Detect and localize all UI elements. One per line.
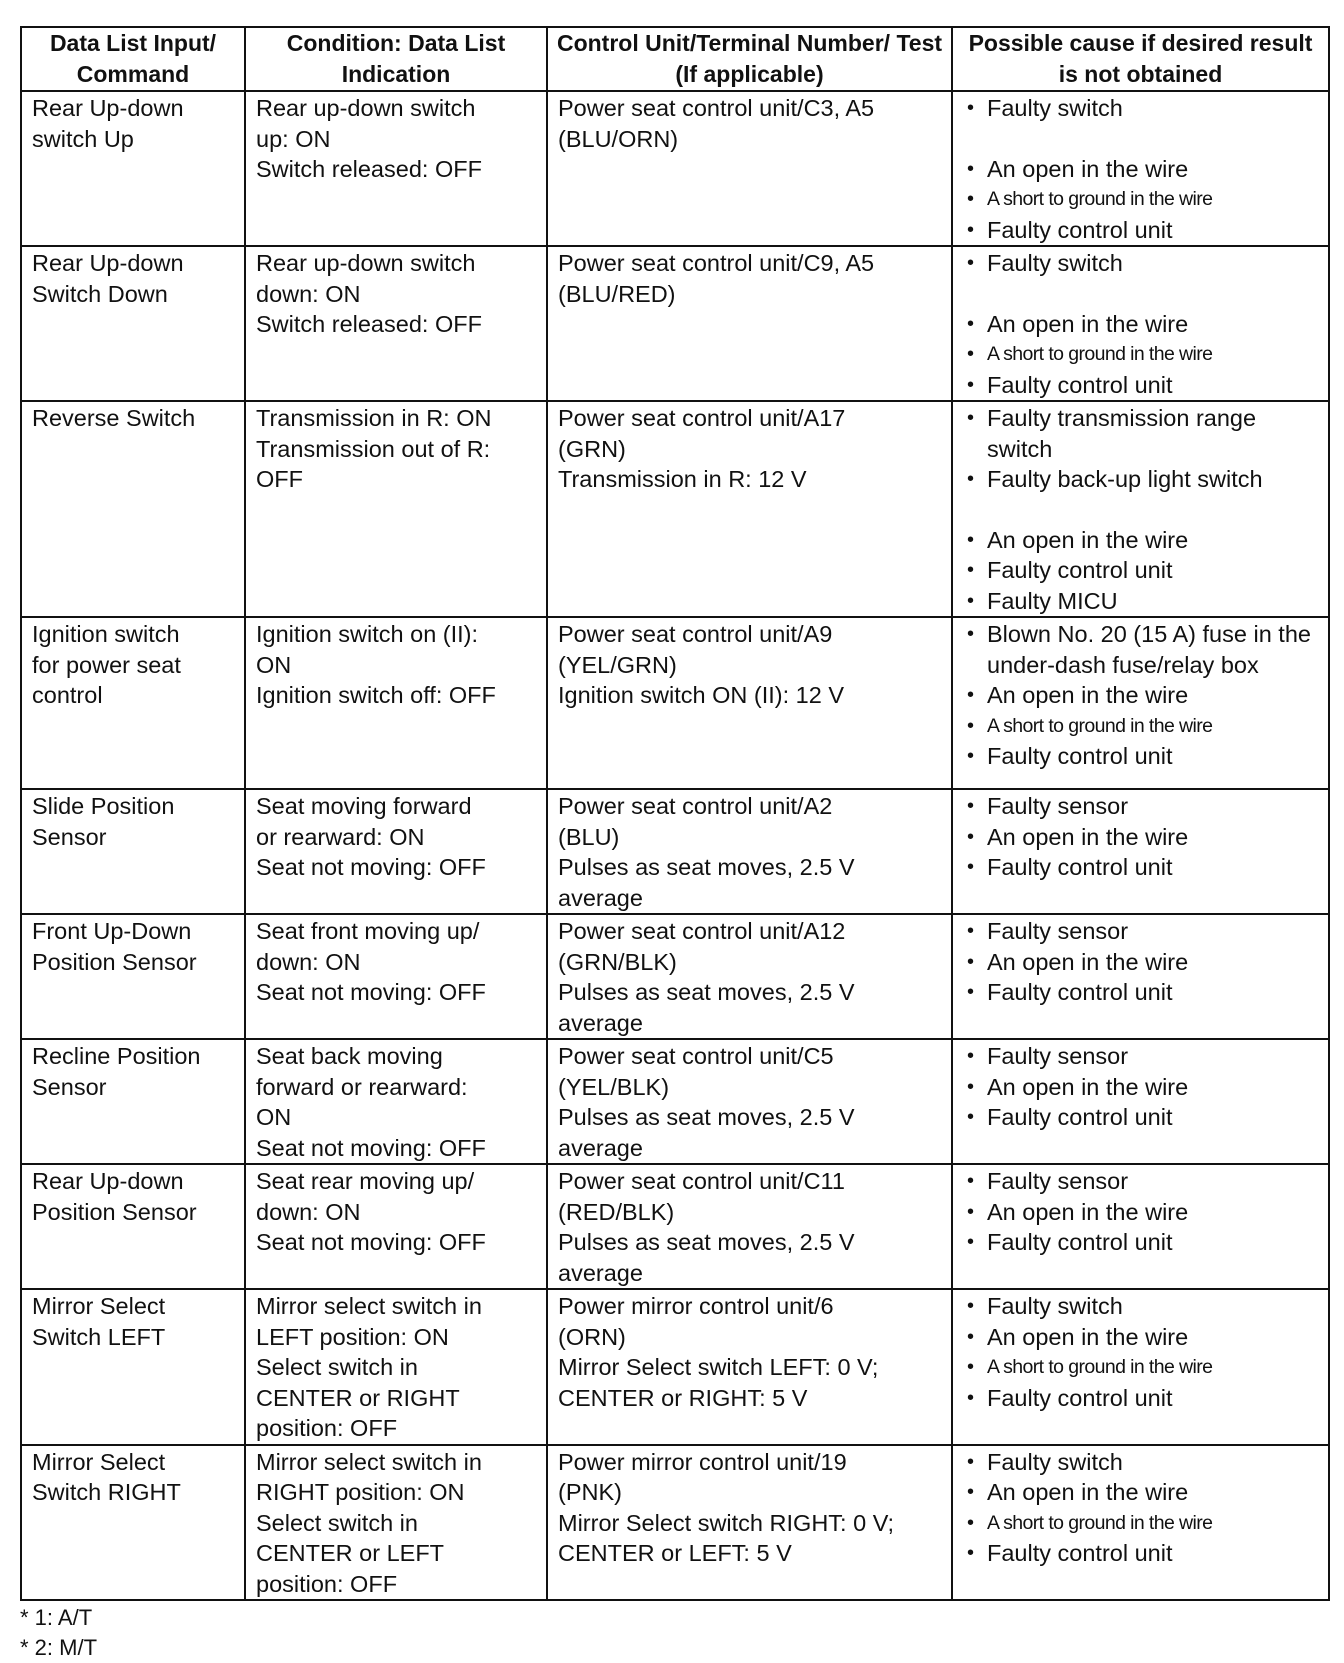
cell-condition <box>245 914 547 1039</box>
cause-item: • Faulty control unit <box>963 741 1320 772</box>
cell-input <box>21 246 245 401</box>
cell-line: Switch LEFT <box>32 1323 166 1350</box>
cause-item: • A short to ground in the wire <box>963 184 1320 215</box>
cell-line: Seat rear moving up/ <box>256 1168 475 1194</box>
cause-item: • A short to ground in the wire <box>963 1352 1320 1383</box>
cell-condition <box>245 1164 547 1289</box>
cell-possible-cause <box>952 1039 1329 1164</box>
cell-line: (ORN) <box>558 1323 626 1350</box>
cell-line: Front Up-Down <box>32 918 192 944</box>
cell-condition <box>245 1039 547 1164</box>
cell-line: Recline Position <box>32 1043 201 1069</box>
cell-line: Ignition switch off: OFF <box>256 682 496 708</box>
cell-line: Switch released: OFF <box>256 311 482 337</box>
cell-input <box>21 1445 245 1601</box>
cell-line: Transmission out of R: <box>256 435 491 462</box>
footnotes <box>20 1603 1328 1663</box>
footnote: * 2: M/T <box>20 1635 98 1660</box>
cell-line: Ignition switch ON (II): 12 V <box>558 682 845 708</box>
cause-item: • Faulty sensor <box>963 791 1320 822</box>
cell-line: CENTER or LEFT <box>256 1540 445 1566</box>
cell-line: Power seat control unit/A17 <box>558 405 846 431</box>
cell-input <box>21 1039 245 1164</box>
cause-item: • Faulty control unit <box>963 1383 1320 1414</box>
table-row <box>21 617 1329 789</box>
cell-line: average <box>558 884 643 911</box>
cell-line: Slide Position <box>32 793 175 819</box>
cause-item: • Faulty control unit <box>963 1102 1320 1133</box>
cell-line: Mirror select switch in <box>256 1448 482 1475</box>
cause-list <box>963 916 1320 1008</box>
cause-item: • Faulty sensor <box>963 916 1320 947</box>
cell-line: position: OFF <box>256 1415 398 1441</box>
cell-condition <box>245 789 547 914</box>
cell-line: Seat front moving up/ <box>256 918 480 944</box>
cell-condition <box>245 401 547 617</box>
cause-item: • An open in the wire <box>963 822 1320 853</box>
cell-control-unit <box>547 617 952 789</box>
cause-item: • Faulty switch <box>963 93 1320 124</box>
cell-input <box>21 789 245 914</box>
cell-possible-cause <box>952 789 1329 914</box>
cell-line: ON <box>256 1104 292 1130</box>
header-control-unit: Control Unit/Terminal Number/ Test (If applicable) <box>547 27 952 91</box>
cause-item: • Faulty switch <box>963 248 1320 279</box>
cell-line: RIGHT position: ON <box>256 1479 465 1505</box>
cell-line: for power seat <box>32 651 181 678</box>
document <box>20 26 1328 1663</box>
cell-line: Rear Up-down <box>32 95 184 121</box>
cell-line: Rear up-down switch <box>256 250 476 276</box>
header-row <box>21 27 1329 91</box>
cell-line: Seat not moving: OFF <box>256 979 486 1005</box>
cell-line: CENTER or LEFT: 5 V <box>558 1540 792 1566</box>
cell-line: control <box>32 682 103 708</box>
cell-control-unit <box>547 401 952 617</box>
cause-item: • An open in the wire <box>963 309 1320 340</box>
cell-line: (YEL/BLK) <box>558 1073 670 1100</box>
cell-line: Power mirror control unit/6 <box>558 1293 834 1319</box>
cause-item: • An open in the wire <box>963 947 1320 978</box>
cell-line: down: ON <box>256 948 361 975</box>
cell-line: Power seat control unit/A12 <box>558 918 846 944</box>
cell-input <box>21 617 245 789</box>
cause-list <box>963 1166 1320 1258</box>
cause-item: • Faulty transmission range switch <box>963 403 1320 464</box>
cell-line: position: OFF <box>256 1570 398 1597</box>
cell-possible-cause <box>952 91 1329 246</box>
cell-line: ON <box>256 651 292 678</box>
cause-list <box>963 791 1320 883</box>
cell-line: Position Sensor <box>32 1198 197 1225</box>
cause-list <box>963 1291 1320 1413</box>
cause-item: • Blown No. 20 (15 A) fuse in the under-dash fuse/relay box <box>963 619 1320 680</box>
cause-item: • An open in the wire <box>963 1477 1320 1508</box>
cell-possible-cause <box>952 617 1329 789</box>
cell-line: down: ON <box>256 1198 361 1225</box>
table-row <box>21 246 1329 401</box>
cell-line: Mirror Select <box>32 1448 166 1475</box>
cell-condition <box>245 1445 547 1601</box>
cell-line: Switch released: OFF <box>256 156 482 182</box>
cell-line: Seat moving forward <box>256 793 472 819</box>
cell-line: average <box>558 1009 643 1036</box>
cause-item: • Faulty control unit <box>963 370 1320 401</box>
cell-line: (BLU/ORN) <box>558 125 679 152</box>
cell-line: (RED/BLK) <box>558 1198 675 1225</box>
cause-item: • Faulty switch <box>963 1447 1320 1478</box>
cell-line: Pulses as seat moves, 2.5 V <box>558 854 855 880</box>
cell-line: up: ON <box>256 125 331 152</box>
cause-list <box>963 1447 1320 1569</box>
cell-line: Ignition switch on (II): <box>256 621 479 647</box>
cell-line: Transmission in R: ON <box>256 405 492 431</box>
cell-line: (BLU/RED) <box>558 280 676 307</box>
cell-line: Position Sensor <box>32 948 197 975</box>
cause-list <box>963 1041 1320 1133</box>
cell-line: Ignition switch <box>32 621 180 647</box>
cause-item: • Faulty MICU <box>963 586 1320 617</box>
cause-item: • An open in the wire <box>963 1322 1320 1353</box>
data-list-table <box>20 26 1330 1601</box>
cell-line: Mirror Select switch LEFT: 0 V; <box>558 1354 879 1380</box>
cause-item: • A short to ground in the wire <box>963 1508 1320 1539</box>
table-row <box>21 91 1329 246</box>
cell-line: (GRN/BLK) <box>558 948 677 975</box>
cell-line: (PNK) <box>558 1479 622 1505</box>
cell-line: Power seat control unit/C11 <box>558 1168 845 1194</box>
cell-condition <box>245 1289 547 1445</box>
cell-line: Sensor <box>32 1073 107 1100</box>
cell-condition <box>245 91 547 246</box>
cell-line: Power seat control unit/A9 <box>558 621 833 647</box>
cell-line: CENTER or RIGHT: 5 V <box>558 1384 808 1411</box>
cause-list <box>963 93 1320 245</box>
cell-possible-cause <box>952 914 1329 1039</box>
cell-control-unit <box>547 246 952 401</box>
cell-line: Switch Down <box>32 280 168 307</box>
cell-line: Reverse Switch <box>32 405 196 431</box>
cell-line: Rear Up-down <box>32 1168 184 1194</box>
cause-item: • An open in the wire <box>963 154 1320 185</box>
cell-line: Mirror Select <box>32 1293 166 1319</box>
cell-line: Power mirror control unit/19 <box>558 1448 847 1475</box>
cell-possible-cause <box>952 1164 1329 1289</box>
cell-line: Mirror select switch in <box>256 1293 482 1319</box>
cell-line: Power seat control unit/C9, A5 <box>558 250 875 276</box>
cell-control-unit <box>547 914 952 1039</box>
cell-line: Rear up-down switch <box>256 95 476 121</box>
cell-possible-cause <box>952 246 1329 401</box>
cell-condition <box>245 246 547 401</box>
cell-line: Transmission in R: 12 V <box>558 466 807 492</box>
cell-control-unit <box>547 1289 952 1445</box>
cell-line: CENTER or RIGHT <box>256 1384 460 1411</box>
cell-control-unit <box>547 789 952 914</box>
cell-line: (YEL/GRN) <box>558 651 677 678</box>
cell-control-unit <box>547 1445 952 1601</box>
cell-line: Pulses as seat moves, 2.5 V <box>558 1229 855 1255</box>
cell-line: down: ON <box>256 280 361 307</box>
cell-possible-cause <box>952 1445 1329 1601</box>
table-row <box>21 401 1329 617</box>
cell-input <box>21 401 245 617</box>
cause-item: • Faulty sensor <box>963 1041 1320 1072</box>
cell-input <box>21 1289 245 1445</box>
cell-line: Power seat control unit/C5 <box>558 1043 834 1069</box>
table-row <box>21 1289 1329 1445</box>
cause-item: • An open in the wire <box>963 1197 1320 1228</box>
cause-item: • Faulty sensor <box>963 1166 1320 1197</box>
cell-line: (BLU) <box>558 823 620 850</box>
cell-line: average <box>558 1134 643 1161</box>
cell-line: Rear Up-down <box>32 250 184 276</box>
cell-line: Seat not moving: OFF <box>256 854 486 880</box>
cell-line: Mirror Select switch RIGHT: 0 V; <box>558 1509 895 1536</box>
cell-line: Pulses as seat moves, 2.5 V <box>558 1104 855 1130</box>
cell-line: forward or rearward: <box>256 1073 468 1100</box>
cause-item: • An open in the wire <box>963 525 1320 556</box>
cell-input <box>21 91 245 246</box>
cause-item: • Faulty control unit <box>963 852 1320 883</box>
cause-item: • Faulty control unit <box>963 977 1320 1008</box>
cell-line: Seat back moving <box>256 1043 443 1069</box>
cell-possible-cause <box>952 1289 1329 1445</box>
table-row <box>21 1039 1329 1164</box>
cell-line: average <box>558 1259 643 1286</box>
cell-control-unit <box>547 1164 952 1289</box>
cell-line: Select switch in <box>256 1354 418 1380</box>
cause-item: • Faulty control unit <box>963 1538 1320 1569</box>
cell-condition <box>245 617 547 789</box>
footnote: * 1: A/T <box>20 1605 93 1630</box>
cell-line: Power seat control unit/C3, A5 <box>558 95 875 121</box>
cause-item: • Faulty switch <box>963 1291 1320 1322</box>
cause-item: • Faulty control unit <box>963 1227 1320 1258</box>
cell-line: Power seat control unit/A2 <box>558 793 833 819</box>
table-row <box>21 1445 1329 1601</box>
cell-control-unit <box>547 1039 952 1164</box>
cause-item: • Faulty back-up light switch <box>963 464 1320 495</box>
header-possible-cause: Possible cause if desired result is not obtained <box>952 27 1329 91</box>
cell-line: or rearward: ON <box>256 823 425 850</box>
cause-item: • An open in the wire <box>963 1072 1320 1103</box>
cell-line: Switch RIGHT <box>32 1479 181 1505</box>
cell-line: Pulses as seat moves, 2.5 V <box>558 979 855 1005</box>
header-input: Data List Input/ Command <box>21 27 245 91</box>
cause-list <box>963 248 1320 400</box>
table-row <box>21 789 1329 914</box>
cell-line: switch Up <box>32 125 134 152</box>
cell-line: (GRN) <box>558 435 626 462</box>
cell-line: Seat not moving: OFF <box>256 1134 486 1161</box>
cause-item: • Faulty control unit <box>963 555 1320 586</box>
cause-item: • An open in the wire <box>963 680 1320 711</box>
cell-possible-cause <box>952 401 1329 617</box>
cell-input <box>21 914 245 1039</box>
cell-line: LEFT position: ON <box>256 1323 449 1350</box>
cause-item: • A short to ground in the wire <box>963 339 1320 370</box>
cause-list <box>963 403 1320 616</box>
cell-control-unit <box>547 91 952 246</box>
cell-line: Select switch in <box>256 1509 418 1536</box>
cell-line: Sensor <box>32 823 107 850</box>
table-row <box>21 1164 1329 1289</box>
cause-item: • Faulty control unit <box>963 215 1320 246</box>
cell-line: Seat not moving: OFF <box>256 1229 486 1255</box>
cause-list <box>963 619 1320 772</box>
cause-item: • A short to ground in the wire <box>963 711 1320 742</box>
table-row <box>21 914 1329 1039</box>
header-condition: Condition: Data List Indication <box>245 27 547 91</box>
cell-line: OFF <box>256 466 303 492</box>
cell-input <box>21 1164 245 1289</box>
